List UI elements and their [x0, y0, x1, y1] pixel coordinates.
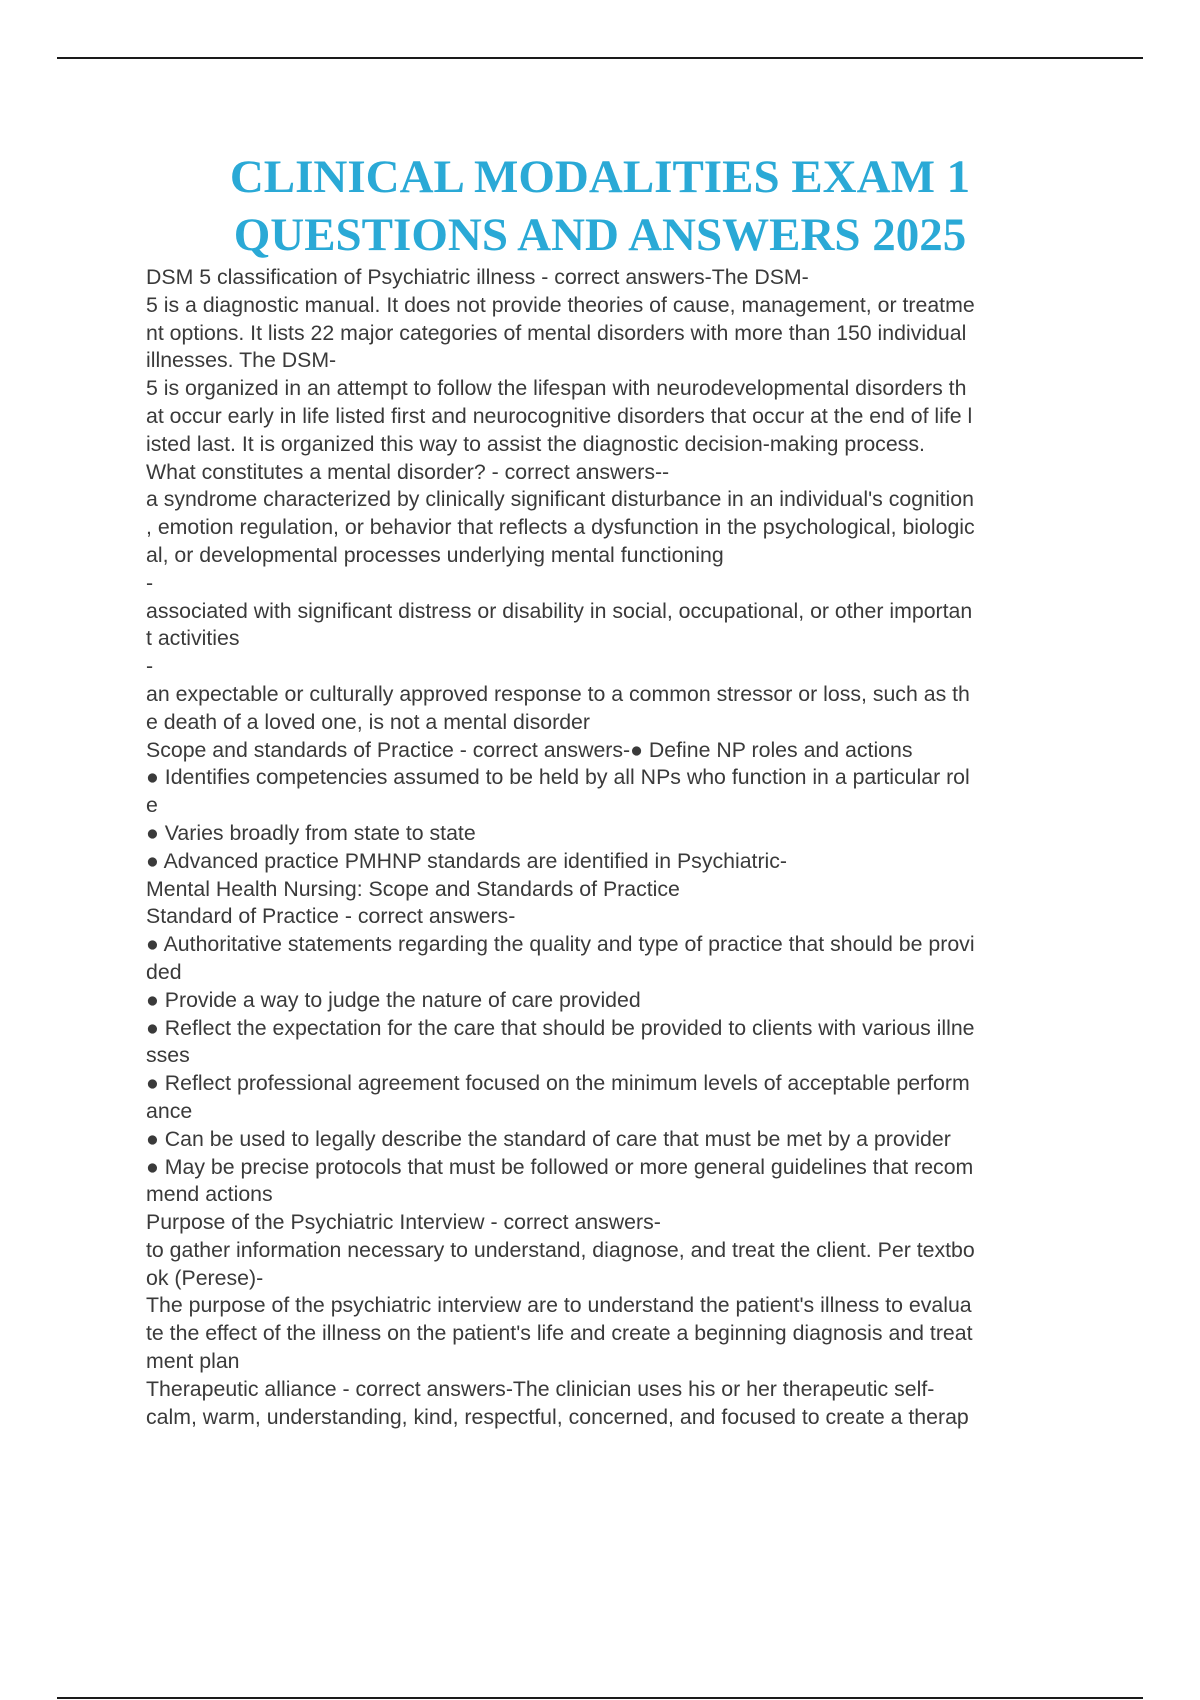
- text-line: The purpose of the psychiatric interview are to understand the patient's illness to evalua: [146, 1293, 972, 1318]
- text-line: , emotion regulation, or behavior that reflects a dysfunction in the psychological, biologic: [146, 515, 975, 540]
- text-line: e death of a loved one, is not a mental disorder: [146, 709, 590, 734]
- text-line: to gather information necessary to understand, diagnose, and treat the client. Per textbo: [146, 1237, 975, 1262]
- text-line: ● Can be used to legally describe the standard of care that must be met by a provider: [146, 1126, 951, 1151]
- text-line: ● Provide a way to judge the nature of care provided: [146, 987, 641, 1012]
- text-line: -: [146, 570, 154, 595]
- text-line: t activities: [146, 626, 240, 651]
- text-line: ● Varies broadly from state to state: [146, 820, 476, 845]
- text-line: ded: [146, 959, 182, 984]
- text-line: Standard of Practice - correct answers-: [146, 904, 516, 929]
- document-title: [100, 148, 1100, 264]
- bottom-rule: [57, 1697, 1143, 1699]
- text-line: mend actions: [146, 1182, 273, 1207]
- text-line: What constitutes a mental disorder? - correct answers--: [146, 459, 670, 484]
- text-line: e: [146, 793, 158, 818]
- text-line: te the effect of the illness on the patient's life and create a beginning diagnosis and treat: [146, 1321, 973, 1346]
- document-body: [146, 264, 1101, 1431]
- text-line: Mental Health Nursing: Scope and Standards of Practice: [146, 876, 680, 901]
- text-line: illnesses. The DSM-: [146, 348, 337, 373]
- top-rule: [57, 57, 1143, 59]
- text-line: Purpose of the Psychiatric Interview - correct answers-: [146, 1210, 661, 1235]
- text-line: DSM 5 classification of Psychiatric illness - correct answers-The DSM-: [146, 265, 809, 289]
- text-line: associated with significant distress or disability in social, occupational, or other importan: [146, 598, 973, 623]
- text-line: ance: [146, 1098, 193, 1123]
- text-line: -: [146, 654, 154, 679]
- text-line: al, or developmental processes underlying mental functioning: [146, 542, 724, 567]
- text-line: ok (Perese)-: [146, 1265, 264, 1290]
- text-line: ● Authoritative statements regarding the quality and type of practice that should be provi: [146, 932, 975, 957]
- text-line: Scope and standards of Practice - correct answers-● Define NP roles and actions: [146, 737, 913, 762]
- text-line: ● Advanced practice PMHNP standards are identified in Psychiatric-: [146, 848, 788, 873]
- text-line: ● Identifies competencies assumed to be held by all NPs who function in a particular rol: [146, 765, 970, 790]
- text-line: 5 is a diagnostic manual. It does not provide theories of cause, management, or treatme: [146, 292, 975, 317]
- text-line: calm, warm, understanding, kind, respectful, concerned, and focused to create a therap: [146, 1404, 969, 1429]
- text-line: isted last. It is organized this way to assist the diagnostic decision-making process.: [146, 431, 925, 456]
- text-line: ● May be precise protocols that must be followed or more general guidelines that recom: [146, 1154, 974, 1179]
- text-line: Therapeutic alliance - correct answers-The clinician uses his or her therapeutic self-: [146, 1376, 935, 1401]
- text-line: ● Reflect the expectation for the care that should be provided to clients with various illne: [146, 1015, 975, 1040]
- text-line: nt options. It lists 22 major categories of mental disorders with more than 150 individual: [146, 320, 967, 345]
- text-line: a syndrome characterized by clinically significant disturbance in an individual's cognition: [146, 487, 974, 512]
- title-line-2: QUESTIONS AND ANSWERS 2025: [233, 209, 967, 261]
- text-line: at occur early in life listed first and neurocognitive disorders that occur at the end of life l: [146, 403, 973, 428]
- title-line-1: CLINICAL MODALITIES EXAM 1: [229, 151, 971, 203]
- text-line: ment plan: [146, 1349, 240, 1374]
- text-line: ● Reflect professional agreement focused on the minimum levels of acceptable perform: [146, 1071, 970, 1096]
- text-line: 5 is organized in an attempt to follow the lifespan with neurodevelopmental disorders th: [146, 376, 967, 401]
- text-line: sses: [146, 1043, 190, 1068]
- text-line: an expectable or culturally approved response to a common stressor or loss, such as th: [146, 681, 970, 706]
